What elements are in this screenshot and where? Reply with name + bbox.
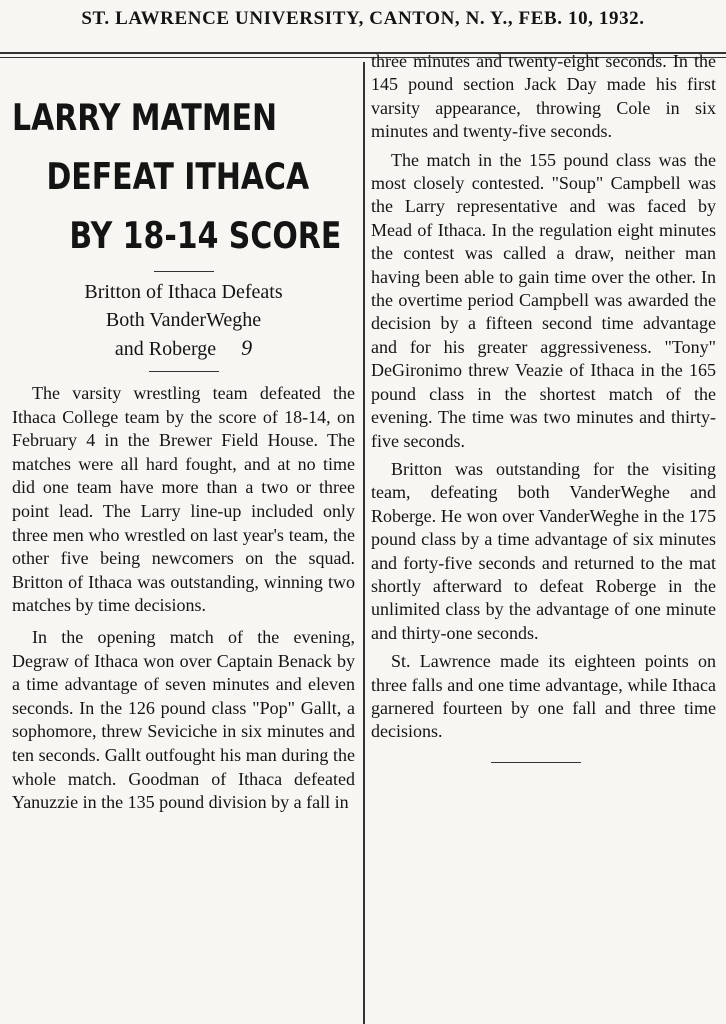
masthead xyxy=(0,0,726,44)
subhead-line-2: Both VanderWeghe xyxy=(105,309,262,331)
headline-line-1: LARRY MATMEN xyxy=(12,96,278,139)
article-paragraph: In the opening match of the evening, Degraw of Ithaca won over Captain Benack by a time advantage of seven minutes and eleven seconds. In the 126 pound class "Pop" Gallt, a sophomore, threw Seviciche in six minutes and ten seconds. Gallt outfought his man during the whole match. Goodman of Ithaca defeated Yanuzzie in the 135 pound division by a fall in xyxy=(12,626,355,813)
left-column xyxy=(12,66,355,815)
subhead-rule xyxy=(149,371,219,372)
subhead xyxy=(12,278,355,363)
headline-line-3: BY 18-14 SCORE xyxy=(69,214,342,257)
headline-line-2: DEFEAT ITHACA xyxy=(46,155,310,198)
end-rule xyxy=(491,762,581,763)
headline-rule xyxy=(154,271,214,272)
article-paragraph: The match in the 155 pound class was the most closely contested. "Soup" Campbell was the Larry representative and was faced by Mead of Ithaca. In the regulation eight minutes the contest was called a draw, neither man having been able to gain time over the other. In the overtime period Campbell was awarded the decision by a fifteen second time advantage and for his greater aggressiveness. "Tony" DeGironimo threw Veazie of Ithaca in the 165 pound class in the shortest match of the evening. The time was two minutes and thirty-five seconds. xyxy=(371,149,716,451)
right-column xyxy=(371,51,716,763)
article-paragraph: Britton was outstanding for the visiting team, defeating both VanderWeghe and Roberge. He won over VanderWeghe in the 175 pound class by a time advantage of six minutes and forty-five seconds and returned to the mat shortly afterward to defeat Roberge in the unlimited class by the advantage of one minute and thirty-one seconds. xyxy=(371,458,716,643)
column-divider xyxy=(363,62,365,1024)
headline xyxy=(12,88,356,265)
subhead-line-3: and Roberge xyxy=(114,338,217,360)
article-paragraph: St. Lawrence made its eighteen points on three falls and one time advantage, while Ithaca garnered fourteen by one fall and three time decisions. xyxy=(371,651,716,742)
article-paragraph: three minutes and twenty-eight seconds. In the 145 pound section Jack Day made his first varsity appearance, throwing Cole in six minutes and twenty-five seconds. xyxy=(371,51,716,142)
article-paragraph: The varsity wrestling team defeated the Ithaca College team by the score of 18-14, on February 4 in the Brewer Field House. The matches were all hard fought, and at no time did one team have more than a two or three point lead. The Larry line-up included only three men who wrestled on last year's team, the other five being newcomers on the squad. Britton of Ithaca was outstanding, winning two matches by time decisions. xyxy=(12,383,355,616)
masthead-text: ST. LAWRENCE UNIVERSITY, CANTON, N. Y., FEB. 10, 1932. xyxy=(81,8,645,29)
handwritten-mark: 9 xyxy=(241,335,253,360)
subhead-line-1: Britton of Ithaca Defeats xyxy=(84,281,283,303)
